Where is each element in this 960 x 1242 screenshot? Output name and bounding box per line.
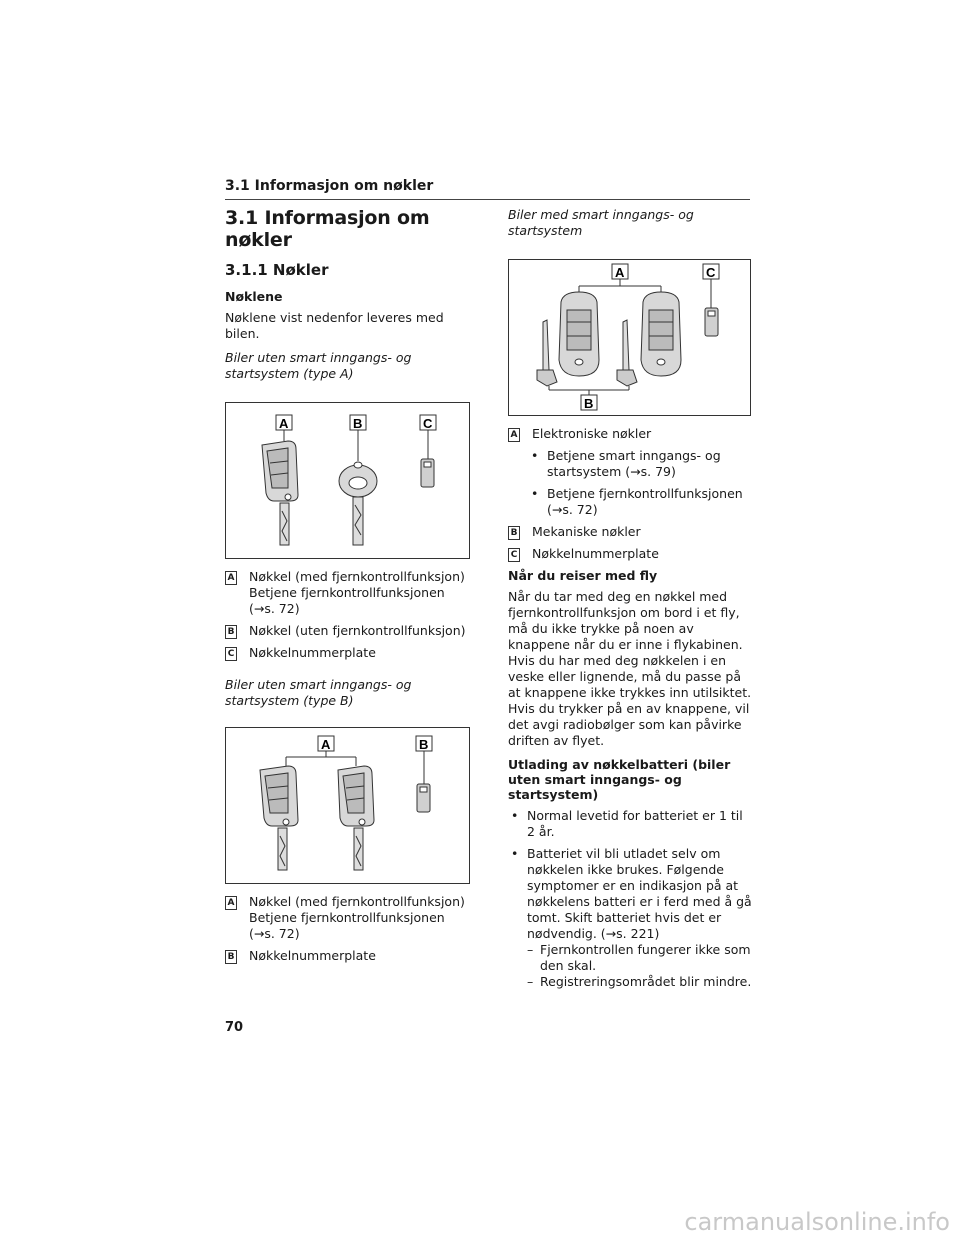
item-b-key-plain: B Nøkkel (uten fjernkontrollfunksjon) [225,623,470,639]
fig-b-label-b: B [419,737,429,752]
item-c-plate: C Nøkkelnummerplate [225,645,470,661]
bullet-remote: • Betjene fjernkontrollfunksjonen (→s. 72) [531,486,743,517]
battery-bullet-lifetime: • Normal levetid for batteriet er 1 til 2 år. [511,808,743,839]
footer-watermark: carmanualsonline.info [684,1208,950,1236]
dash-range-smaller: – Registreringsområdet blir mindre. [527,974,752,989]
figure-smart [508,259,751,416]
item-b-b-plate: B Nøkkelnummerplate [225,948,470,964]
running-head: 3.1 Informasjon om nøkler [225,178,434,194]
battery-bullet-symptoms: • Batteriet vil bli utladet selv om nøkkelen ikke brukes. Følgende symptomer er en indikasjon på at nøkkelens batteri er i ferd med å gå tomt. Skift batteriet hvis det er nødvendig. (→s. 221) – Fjernkontrollen fungerer ikke som den skal. – Registreringsområdet blir mindre. [511,846,752,989]
battery-heading: Utlading av nøkkelbatteri (biler uten smart inngangs- og startsystem) [508,757,731,802]
item-mechanical-keys: B Mekaniske nøkler [508,524,753,540]
badge-c: C [508,548,520,562]
left-column [225,205,470,970]
right-column [508,205,753,996]
caption-type-b: Biler uten smart inngangs- og startsystem (type B) [225,677,412,708]
fly-text: Når du tar med deg en nøkkel med fjernkontrollfunksjon om bord i et fly, må du ikke trykke på noen av knappene når du er inne i flykabinen. Hvis du har med deg nøkkelen i en veske eller lignende, må du passe på at knappene ikke trykkes inn utilsiktet. Hvis du trykker på en av knappene, vil det avgi radiobølger som kan påvirke driften av flyet. [508,589,752,748]
caption-smart: Biler med smart inngangs- og startsystem [508,207,694,238]
fig-b-label-a: A [321,737,331,752]
page-number: 70 [225,1020,244,1035]
bullet-smart-entry: • Betjene smart inngangs- og startsystem (→s. 79) [531,448,721,479]
fig-a-label-b: B [353,416,363,431]
keys-type-a-illustration [226,403,469,558]
fly-heading: Når du reiser med fly [508,568,658,583]
dash-remote-fails: – Fjernkontrollen fungerer ikke som den skal. [527,942,751,973]
fig-c-label-c: C [706,265,716,280]
figure-type-a [225,402,470,559]
fig-a-label-a: A [279,416,289,431]
fig-c-label-a: A [615,265,625,280]
fig-a-label-c: C [423,416,433,431]
header-rule [225,199,750,200]
caption-type-a: Biler uten smart inngangs- og startsystem (type A) [225,350,412,381]
keys-type-b-illustration [226,728,469,883]
badge-b: B [225,950,237,964]
item-number-plate: C Nøkkelnummerplate [508,546,753,562]
item-a-key-remote: A Nøkkel (med fjernkontrollfunksjon) Betjene fjernkontrollfunksjonen (→s. 72) [225,569,470,617]
section-title: 3.1 Informasjon om nøkler [225,207,430,251]
keys-heading: Nøklene [225,289,283,304]
badge-a: A [225,571,237,585]
badge-b: B [508,526,520,540]
fig-c-label-b: B [584,396,594,411]
badge-c: C [225,647,237,661]
item-electronic-keys: A Elektroniske nøkler [508,426,753,442]
keys-smart-illustration [509,260,750,415]
item-b-a-key-remote: A Nøkkel (med fjernkontrollfunksjon) Betjene fjernkontrollfunksjonen (→s. 72) [225,894,470,942]
intro-text: Nøklene vist nedenfor leveres med bilen. [225,310,444,341]
badge-a: A [508,428,520,442]
subsection-title: 3.1.1 Nøkler [225,261,329,279]
figure-type-b [225,727,470,884]
badge-b: B [225,625,237,639]
badge-a: A [225,896,237,910]
